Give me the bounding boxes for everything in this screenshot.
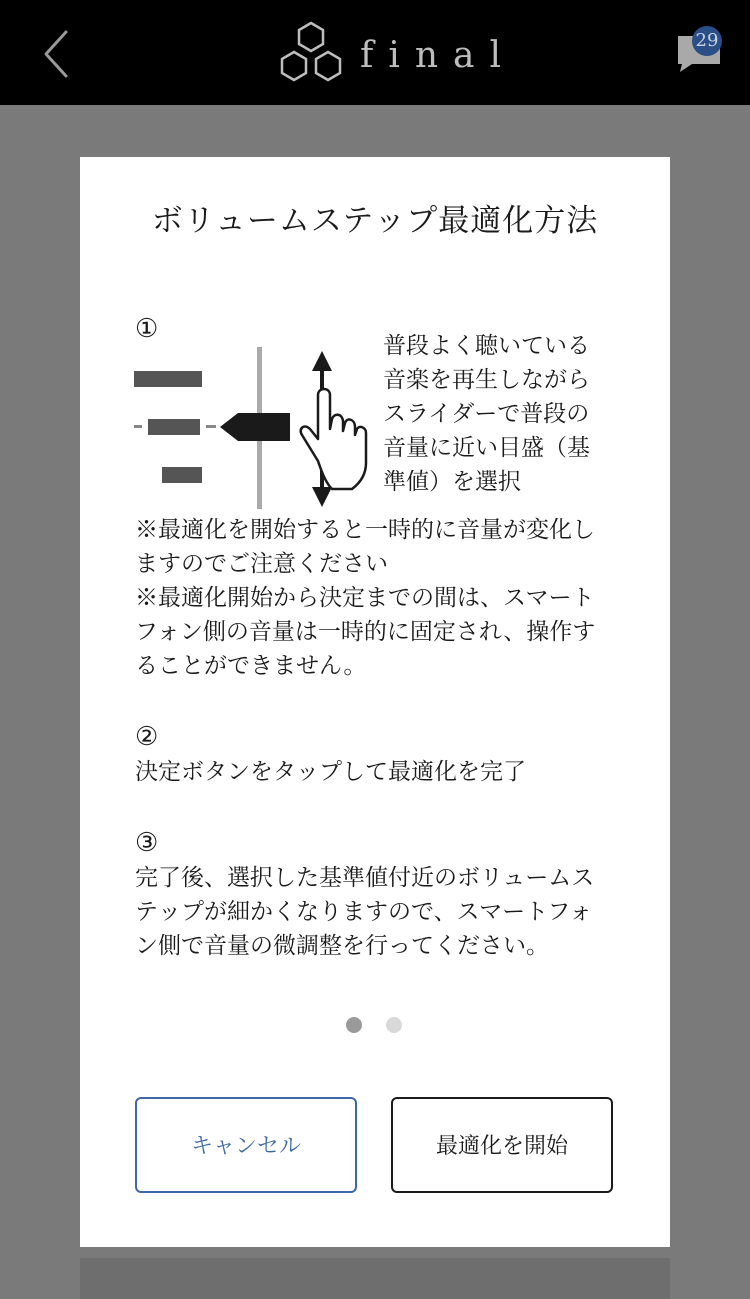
dialog-title: ボリュームステップ最適化方法 [151,203,599,239]
note-line: ※最適化開始から決定までの間は、スマート [135,585,595,611]
volume-step-dialog [80,157,670,1247]
brand-name: final [360,35,516,76]
note-line: ることができません。 [135,653,367,679]
step-1-line: スライダーで普段の [383,401,590,427]
step-3-line: ン側で音量の微調整を行ってください。 [135,933,549,959]
step-3-text [135,861,620,963]
note-line: フォン側の音量は一時的に固定され、操作す [135,619,596,645]
start-optimization-button[interactable]: 最適化を開始 [391,1097,613,1193]
page-dot[interactable] [386,1017,402,1033]
notification-badge: 29 [692,26,722,56]
background-card [80,1258,670,1299]
step-1-line: 準値）を選択 [383,469,521,495]
cancel-button[interactable]: キャンセル [135,1097,357,1193]
note-line: ※最適化を開始すると一時的に音量が変化し [135,517,595,543]
step-2-text: 決定ボタンをタップして最適化を完了 [135,759,526,785]
brand-logo [270,18,516,90]
messages-button[interactable] [672,24,728,76]
step-3-number: ③ [135,828,159,858]
step-3-line: テップが細かくなりますので、スマートフォ [135,899,593,925]
step-1-line: 音楽を再生しながら [383,367,590,393]
slider-illustration [132,343,372,513]
hand-pointer-icon [301,389,366,489]
page-dot-active[interactable] [346,1017,362,1033]
caution-notes [135,513,620,683]
back-chevron-icon[interactable] [30,22,86,86]
step-1-number: ① [135,314,159,344]
step-3-line: 完了後、選択した基準値付近のボリュームス [135,865,595,891]
note-line: ますのでご注意ください [135,551,388,577]
step-1-line: 普段よく聴いている [383,333,590,359]
app-header [0,0,750,105]
step-1-description [383,329,613,499]
step-2-number: ② [135,722,159,752]
step-1-line: 音量に近い目盛（基 [383,435,590,461]
page-indicator [346,1017,406,1035]
final-logo-icon [270,18,352,90]
